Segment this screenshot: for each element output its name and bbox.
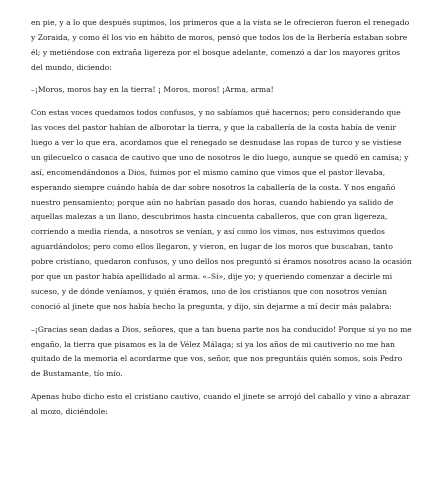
paragraph-5: Apenas hubo dicho esto el cristiano cautivo, cuando el jinete se arrojó del caballo y vino a abrazar al mozo, diciéndole:	[31, 392, 410, 416]
paragraph-4: –¡Gracias sean dadas a Dios, señores, que a tan buena parte nos ha conducido! Porque si yo no me engaño, la tierra que pisamos es la de Vélez Málaga; si ya los años de mi cautiverio no me han quitado de la memoria el acordarme que vos, señor, que nos preguntáis quién somos, sois Pedro de Bustamante, tío mío.	[31, 324, 412, 379]
paragraph-2: –¡Moros, moros hay en la tierra! ¡ Moros, moros! ¡Arma, arma!	[31, 85, 274, 95]
paragraph-3: Con estas voces quedamos todos confusos, y no sabíamos qué hacernos; pero considerando que las voces del pastor habían de alborotar la tierra, y que la caballería de la costa había de venir luego a ver lo que era, acordamos que el renegado se desnudase las ropas de turco y se vistiese un gilecuelco o casaca de cautivo que uno de nosotros le dio luego, aunque se quedó en camisa; y así, encomendándonos a Dios, fuimos por el mismo camino que vimos que el pastor llevaba, esperando siempre cuándo había de dar sobre nosotros la caballería de la costa. Y nos engañó nuestro pensamiento; porque aún no habrían pasado dos horas, cuando habiendo ya salido de aquellas malezas a un llano, descubrimos hasta cincuenta caballeros, que con gran ligereza, corriendo a media rienda, a nosotros se venían, y así como los vimos, nos estuvimos quedos aguardándolos; pero como ellos llegaron, y vieron, en lugar de los moros que buscaban, tanto pobre cristiano, quedaron confusos, y uno dellos nos preguntó si éramos nosotros acaso la ocasión por que un pastor había apellidado al arma. «–Sí», dije yo; y queriendo comenzar a decirle mi suceso, y de dónde veníamos, y quién éramos, uno de los cristianos que con nosotros venían conoció al jinete que nos había hecho la pregunta, y dijo, sin dejarme a mí decir más palabra:	[31, 108, 412, 311]
body-text	[31, 16, 413, 428]
paragraph-1: en pie, y a lo que después supimos, los primeros que a la vista se le ofrecieron fueron el renegado y Zoraida, y como él los vio en hábito de moros, pensó que todos los de la Berbería estaban sobre él; y metiéndose con extraña ligereza por el bosque adelante, comenzó a dar los mayores gritos del mundo, diciendo:	[31, 18, 410, 72]
